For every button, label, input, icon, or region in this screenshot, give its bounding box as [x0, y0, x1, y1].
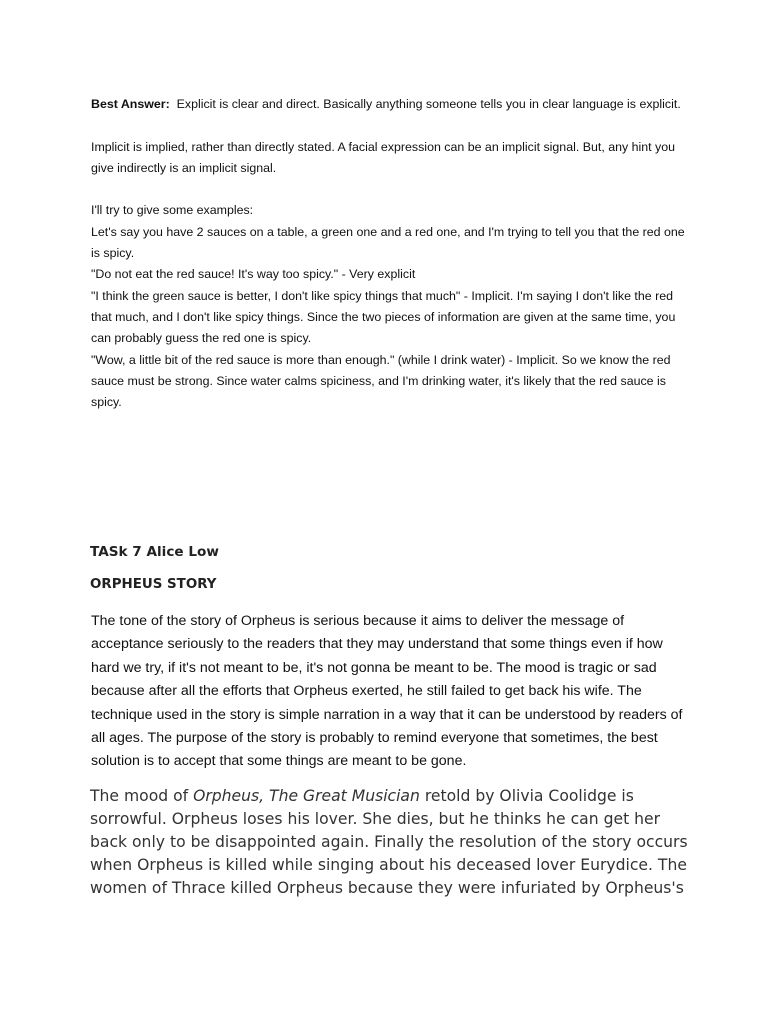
examples-intro: I'll try to give some examples:: [91, 203, 254, 218]
example-implicit-green-sauce: "I think the green sauce is better, I don't like spicy things that much" - Implicit. I'm saying I don't like the red that much, and I don't like spicy things. Since the two pieces of information are given at the same time, you can probably guess the red one is spicy.: [91, 288, 676, 346]
example-implicit-water: "Wow, a little bit of the red sauce is more than enough." (while I drink water) - Implicit. So we know the red sauce must be strong. Since water calms spiciness, and I'm drinking water, it's likely that the red sauce is spicy.: [91, 352, 671, 410]
task-title: TASk 7 Alice Low: [90, 544, 219, 560]
best-answer-section: [91, 94, 691, 413]
mood-paragraph: [90, 785, 690, 900]
mood-paragraph-lead: The mood of: [90, 787, 194, 805]
mood-paragraph-rest: retold by Olivia Coolidge is sorrowful. Orpheus loses his lover. She dies, but he thinks he can get her back only to be disappointed again. Finally the resolution of the story occurs when Orpheus is killed while singing about his deceased lover Eurydice. The women of Thrace killed Orpheus because they were infuriated by Orpheus's: [90, 787, 688, 897]
paragraph-gap: [91, 179, 691, 200]
example-explicit: "Do not eat the red sauce! It's way too spicy." - Very explicit: [91, 267, 416, 282]
explicit-definition-text: Explicit is clear and direct. Basically anything someone tells you in clear language is explicit.: [176, 97, 681, 111]
paragraph-gap: [91, 115, 691, 136]
tone-paragraph: The tone of the story of Orpheus is serious because it aims to deliver the message of acceptance seriously to the readers that they may understand that some things even if how hard we try, if it's not meant to be, it's not gonna be meant to be. The mood is tragic or sad because after all the efforts that Orpheus exerted, he still failed to get back his wife. The technique used in the story is simple narration in a way that it can be understood by readers of all ages. The purpose of the story is probably to remind everyone that sometimes, the best solution is to accept that some things are meant to be gone.: [91, 613, 683, 770]
explicit-definition: [91, 94, 691, 115]
implicit-definition: Implicit is implied, rather than directly stated. A facial expression can be an implicit signal. But, any hint you give indirectly is an implicit signal.: [91, 139, 676, 175]
story-heading: ORPHEUS STORY: [90, 577, 217, 592]
sauce-scenario: Let's say you have 2 sauces on a table, a green one and a red one, and I'm trying to tell you that the red one is spicy.: [91, 224, 685, 261]
best-answer-label: Best Answer:: [91, 97, 170, 111]
book-title: Orpheus, The Great Musician: [193, 787, 420, 805]
